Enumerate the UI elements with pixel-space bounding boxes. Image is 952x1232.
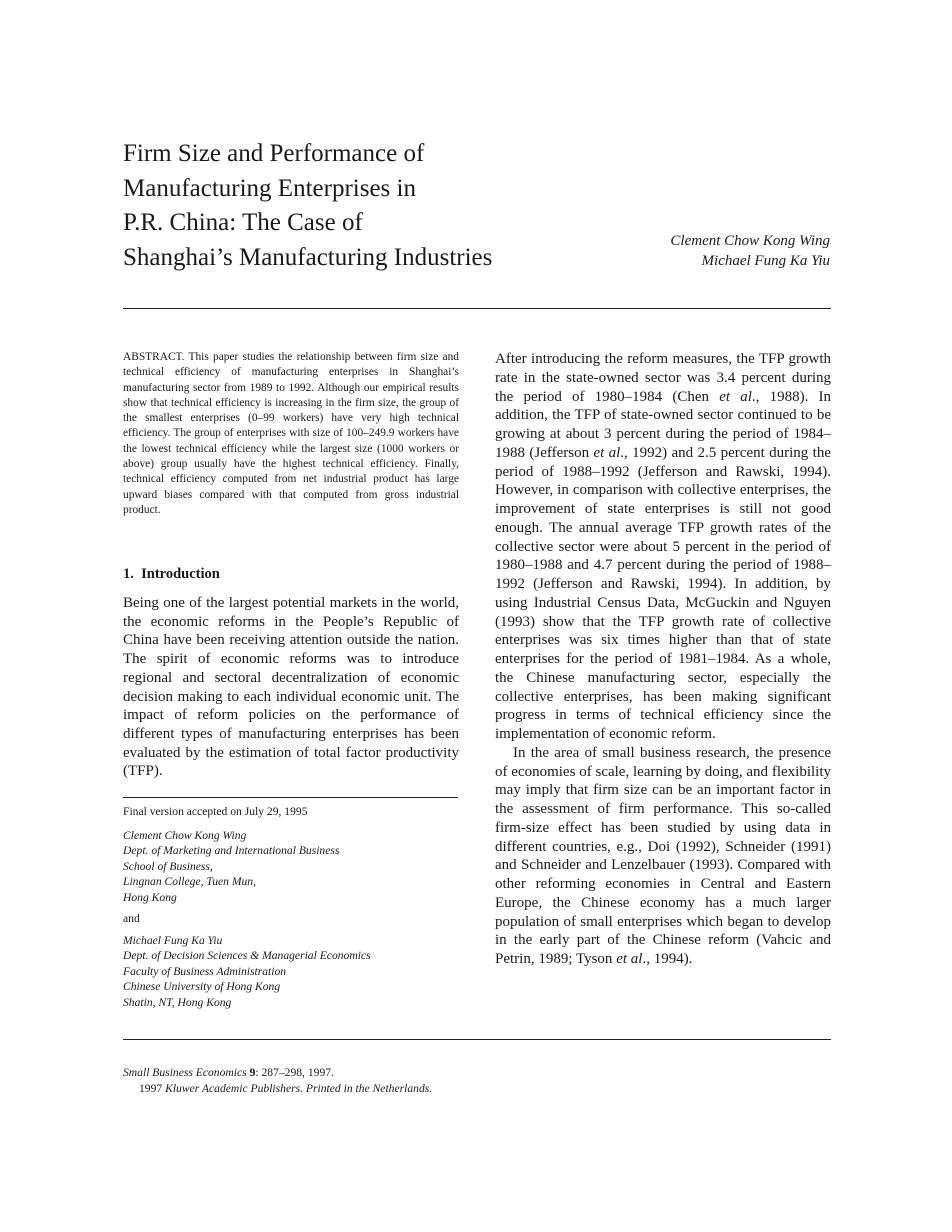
intro-paragraph: Being one of the largest potential markets in the world, the economic reforms in the People’s Republic of China have been receiving attention outside the nation. The spirit of economic reforms was to introduce regional and sectoral decentralization of economic decision making to each individual economic unit. The impact of reform policies on the performance of different types of manufacturing enterprises has been evaluated by the estimation of total factor productivity (TFP). — [123, 595, 459, 780]
affiliation-line: Shatin, NT, Hong Kong — [123, 995, 232, 1009]
acceptance-note: Final version accepted on July 29, 1995 — [123, 805, 308, 818]
affiliation-line: Faculty of Business Administration — [123, 964, 287, 978]
journal-citation — [123, 1065, 432, 1096]
author-list — [670, 231, 830, 271]
title-line: Manufacturing Enterprises in — [123, 174, 416, 202]
author-name: Michael Fung Ka Yiu — [701, 253, 830, 269]
affiliation-line: Chinese University of Hong Kong — [123, 980, 281, 993]
body-text-right — [495, 350, 831, 969]
title-line: Shanghai’s Manufacturing Industries — [123, 243, 493, 271]
section-heading — [123, 566, 459, 583]
author-name: Clement Chow Kong Wing — [670, 233, 830, 249]
footer-divider — [123, 1039, 831, 1040]
journal-line — [123, 1065, 432, 1081]
journal-name: Small Business Economics — [123, 1066, 247, 1079]
publisher-line — [123, 1081, 432, 1097]
section-title: Introduction — [141, 566, 220, 582]
affiliation-line: Dept. of Marketing and International Business — [123, 844, 340, 857]
affiliation-line: Dept. of Decision Sciences & Managerial Economics — [123, 949, 371, 962]
abstract: ABSTRACT. This paper studies the relationship between firm size and technical efficiency of manufacturing enterprises in Shanghai’s manufacturing sector from 1989 to 1992. Although our empirical results show that technical efficiency is increasing in the firm size, the group of the smallest enterprises (0–99 workers) have very high technical efficiency. The group of enterprises with size of 100–249.9 workers have the lowest technical efficiency while the largest size (1000 workers or above) group usually have the highest technical efficiency. Finally, technical efficiency computed from net industrial product has large upward biases compared with that computed from gross industrial product. — [123, 351, 459, 516]
affiliation-line: Michael Fung Ka Yiu — [123, 933, 223, 947]
paragraph: After introducing the reform measures, the TFP growth rate in the state-owned sector was 3.4 percent during the period of 1980–1984 (Chen et al., 1988). In addition, the TFP of state-owned sector continued to be growing at about 3 percent during the period of 1984–1988 (Jefferson et al., 1992) and 2.5 percent during the period of 1988–1992 (Jefferson and Rawski, 1994). However, in comparison with collective enterprises, the improvement of state enterprises is still not good enough. The annual average TFP growth rates of the collective sector were about 5 percent in the period of 1980–1988 and 4.7 percent during the period of 1988–1992 (Jefferson and Rawski, 1994). In addition, by using Industrial Census Data, McGuckin and Nguyen (1993) show that the TFP growth rate of collective enterprises was six times higher than that of state enterprises for the period of 1981–1984. As a whole, the Chinese manufacturing sector, especially the collective enterprises, has been making significant progress in terms of technical efficiency since the implementation of economic reform. — [495, 351, 832, 742]
publisher-name: Kluwer Academic Publishers. Printed in the Netherlands. — [165, 1081, 433, 1095]
paragraph: In the area of small business research, the presence of economies of scale, learning by doing, and flexibility may imply that firm size can be an important factor in the assessment of firm performance. This so-called firm-size effect has been studied by using data in different countries, e.g., Doi (1992), Schneider (1991) and Schneider and Lenzelbauer (1993). Compared with other reforming economies in Central and Eastern Europe, the Chinese economy has a much larger population of small enterprises which began to develop in the early part of the Chinese reform (Vahcic and Petrin, 1989; Tyson et al., 1994). — [495, 744, 831, 967]
header-divider — [123, 308, 831, 309]
affiliation-line: School of Business, — [123, 859, 213, 873]
affiliation-line: Lingnan College, Tuen Mun, — [123, 875, 257, 888]
author1-affiliation — [123, 828, 459, 906]
journal-volume: 9 — [249, 1066, 256, 1079]
copyright-year: 1997 — [139, 1081, 163, 1095]
title-line: Firm Size and Performance of — [123, 140, 425, 167]
affiliation-line: Clement Chow Kong Wing — [123, 828, 247, 842]
journal-pages: : 287–298, 1997. — [255, 1066, 334, 1079]
footnote-divider — [123, 797, 458, 798]
affiliation-line: Hong Kong — [123, 890, 177, 904]
paper-title — [123, 137, 593, 275]
section-number: 1. — [123, 566, 134, 582]
author2-affiliation — [123, 933, 459, 1011]
footnote — [123, 804, 459, 1010]
title-line: P.R. China: The Case of — [123, 209, 363, 236]
footnote-and: and — [123, 912, 140, 925]
